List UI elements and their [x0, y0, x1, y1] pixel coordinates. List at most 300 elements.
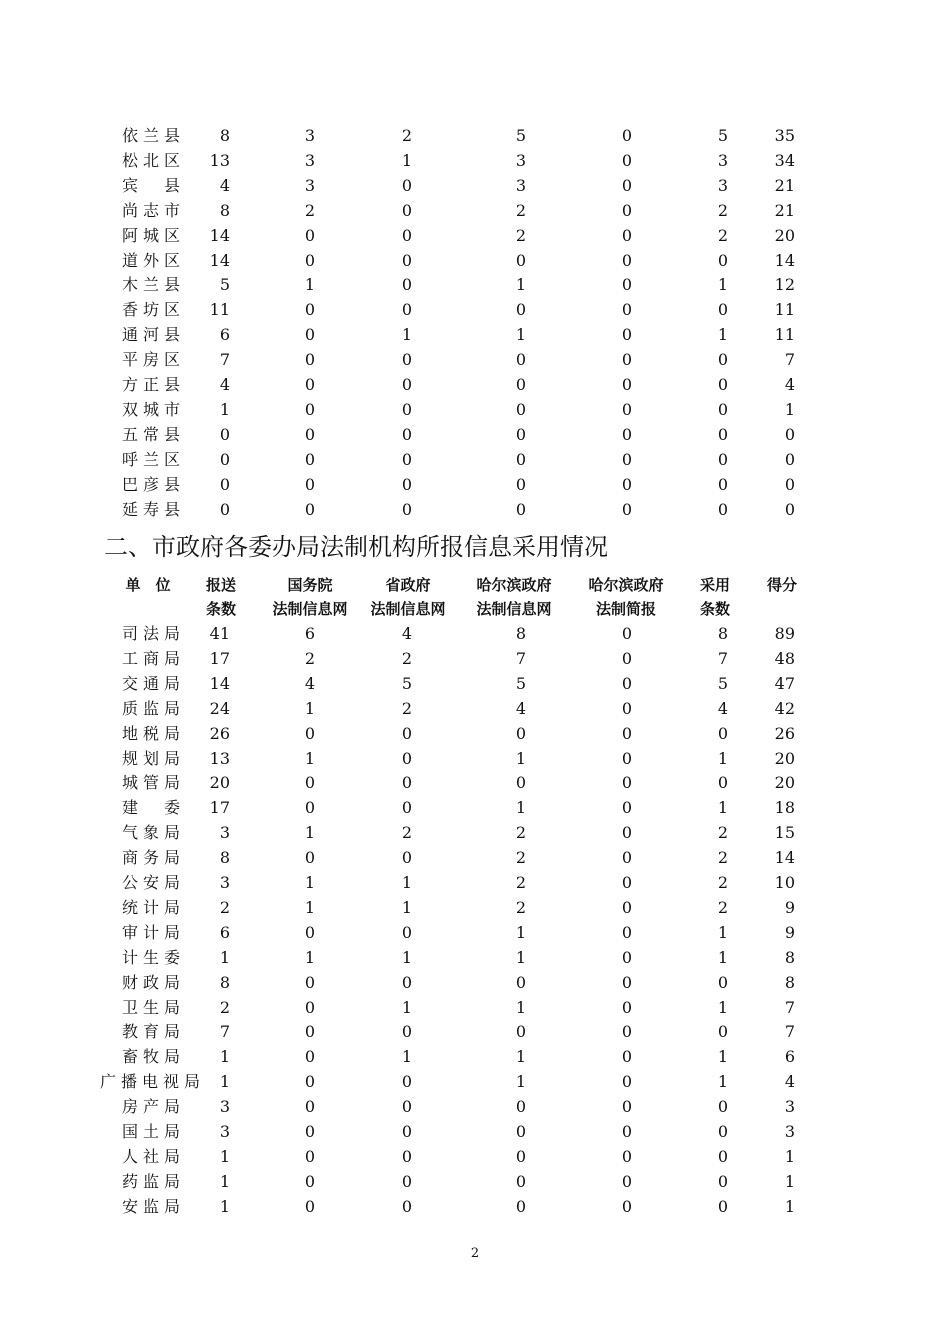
- table-cell: 26: [774, 723, 795, 743]
- table-cell: 4: [219, 375, 230, 394]
- table-cell: 1: [401, 1047, 413, 1067]
- table-cell: 10: [774, 873, 795, 892]
- unit-name: 人社局: [122, 1146, 180, 1166]
- header-harbin-line2: 法制信息网: [476, 600, 552, 618]
- unit-name: 道外区: [122, 250, 180, 270]
- unit-name: 五常县: [122, 424, 180, 444]
- table-cell: 3: [784, 1122, 795, 1141]
- unit-name: 松北区: [122, 150, 180, 170]
- table-cell: 0: [621, 1097, 633, 1117]
- header-state-council: [258, 573, 362, 621]
- table-cell: 0: [621, 873, 633, 892]
- table-cell: 0: [621, 698, 633, 718]
- table-cell: 1: [515, 748, 527, 768]
- table-cell: 8: [219, 200, 230, 220]
- table-cell: 0: [401, 1072, 413, 1092]
- table-cell: 1: [717, 798, 729, 818]
- table-cell: 1: [515, 275, 527, 295]
- table-cell: 0: [304, 375, 316, 394]
- table-row: [0, 921, 950, 945]
- table-cell: 2: [717, 200, 729, 220]
- unit-name: 教育局: [122, 1022, 180, 1042]
- table-cell: 6: [219, 922, 230, 942]
- unit-name: 平房区: [122, 350, 180, 370]
- table-cell: 6: [784, 1047, 795, 1067]
- table-cell: 0: [401, 499, 413, 519]
- unit-name: 畜牧局: [122, 1047, 180, 1067]
- table-cell: 0: [621, 375, 633, 394]
- table-cell: 13: [209, 748, 230, 768]
- table-row: [0, 224, 950, 248]
- table-cell: 89: [774, 624, 795, 643]
- table-cell: 0: [717, 399, 729, 419]
- table-cell: 0: [304, 250, 316, 270]
- table-cell: 1: [401, 897, 413, 917]
- table-cell: 0: [717, 1171, 729, 1191]
- table-cell: 7: [784, 997, 795, 1017]
- table-cell: 1: [304, 275, 316, 295]
- table-row: [0, 747, 950, 771]
- table-cell: 0: [717, 499, 729, 519]
- table-row: [0, 1045, 950, 1069]
- header-brief-line2: 法制简报: [595, 600, 656, 618]
- table-cell: 0: [304, 325, 316, 345]
- table-cell: 0: [304, 848, 316, 868]
- table-cell: 7: [784, 1022, 795, 1042]
- table-cell: 14: [774, 848, 795, 868]
- table-cell: 41: [209, 624, 230, 643]
- table-cell: 1: [515, 798, 527, 818]
- table-cell: 0: [717, 1196, 729, 1216]
- header-brief-line1: 哈尔滨政府: [588, 576, 664, 594]
- table-cell: 0: [717, 972, 729, 992]
- table-cell: 1: [401, 325, 413, 345]
- table-cell: 0: [401, 1171, 413, 1191]
- table-cell: 8: [219, 972, 230, 992]
- table-cell: 0: [515, 474, 527, 494]
- table-row: [0, 149, 950, 173]
- unit-name: 审计局: [122, 922, 180, 942]
- table-cell: 0: [621, 325, 633, 345]
- table-cell: 1: [717, 1047, 729, 1067]
- table-cell: 0: [304, 474, 316, 494]
- header-province-line1: 省政府: [385, 576, 431, 594]
- table-cell: 0: [621, 648, 633, 668]
- table-cell: 0: [784, 449, 795, 469]
- table-cell: 0: [401, 1097, 413, 1117]
- table-cell: 0: [304, 773, 316, 793]
- unit-name: 双城市: [122, 399, 180, 419]
- table-cell: 2: [717, 873, 729, 892]
- table-cell: 1: [219, 399, 230, 419]
- table-cell: 1: [304, 823, 316, 843]
- table-cell: 0: [515, 723, 527, 743]
- table-cell: 3: [515, 150, 527, 170]
- table-cell: 3: [717, 150, 729, 170]
- unit-name: 木兰县: [122, 275, 180, 295]
- header-adopted: [692, 573, 738, 621]
- table-cell: 1: [784, 1146, 795, 1166]
- table-cell: 0: [621, 1171, 633, 1191]
- table-row: [0, 896, 950, 920]
- table-cell: 1: [401, 150, 413, 170]
- table-cell: 0: [401, 300, 413, 320]
- table-cell: 3: [219, 1122, 230, 1141]
- table-cell: 9: [784, 897, 795, 917]
- table-cell: 4: [784, 375, 795, 394]
- table-cell: 0: [717, 375, 729, 394]
- table-cell: 0: [515, 350, 527, 370]
- table-cell: 0: [304, 350, 316, 370]
- table-cell: 0: [304, 1171, 316, 1191]
- table-cell: 1: [515, 325, 527, 345]
- table-cell: 4: [304, 673, 316, 693]
- unit-name: 药监局: [122, 1171, 180, 1191]
- table-cell: 0: [304, 424, 316, 444]
- table-cell: 0: [621, 723, 633, 743]
- table-cell: 3: [304, 175, 316, 195]
- header-harbin-line1: 哈尔滨政府: [476, 576, 552, 594]
- table-row: [0, 398, 950, 422]
- table-cell: 0: [401, 250, 413, 270]
- table-cell: 0: [717, 723, 729, 743]
- unit-name: 安监局: [122, 1196, 180, 1216]
- table-row: [0, 672, 950, 696]
- table-row: [0, 273, 950, 297]
- table-cell: 0: [717, 300, 729, 320]
- table-row: [0, 1145, 950, 1169]
- unit-name: 阿城区: [122, 225, 180, 245]
- unit-name: 地税局: [122, 723, 180, 743]
- table-cell: 0: [304, 300, 316, 320]
- table-row: [0, 647, 950, 671]
- table-cell: 48: [774, 648, 795, 668]
- table-cell: 0: [621, 848, 633, 868]
- table-cell: 0: [515, 449, 527, 469]
- table-cell: 5: [717, 673, 729, 693]
- table-cell: 0: [304, 1196, 316, 1216]
- table-row: [0, 174, 950, 198]
- table-cell: 1: [717, 1072, 729, 1092]
- table-cell: 0: [621, 150, 633, 170]
- table-cell: 0: [304, 972, 316, 992]
- unit-name: 统计局: [122, 897, 180, 917]
- table-row: [0, 448, 950, 472]
- table-row: [0, 871, 950, 895]
- unit-name: 财政局: [122, 972, 180, 992]
- table-cell: 5: [515, 126, 527, 145]
- table-cell: 20: [774, 748, 795, 768]
- table-cell: 0: [717, 1146, 729, 1166]
- table-cell: 0: [621, 499, 633, 519]
- table-cell: 0: [304, 1072, 316, 1092]
- table-cell: 0: [401, 748, 413, 768]
- table-cell: 1: [219, 947, 230, 967]
- unit-name: 交通局: [122, 673, 180, 693]
- table-cell: 2: [304, 648, 316, 668]
- table-row: [0, 1120, 950, 1144]
- table-row: [0, 298, 950, 322]
- table-cell: 11: [209, 300, 230, 320]
- table-cell: 3: [219, 823, 230, 843]
- table-cell: 6: [304, 624, 316, 643]
- table-cell: 1: [717, 947, 729, 967]
- table-cell: 0: [621, 474, 633, 494]
- table-cell: 0: [515, 250, 527, 270]
- table-cell: 1: [717, 325, 729, 345]
- table-cell: 1: [304, 873, 316, 892]
- table-cell: 7: [219, 350, 230, 370]
- table-cell: 7: [219, 1022, 230, 1042]
- table-cell: 0: [401, 1196, 413, 1216]
- table-cell: 0: [304, 1097, 316, 1117]
- table-cell: 0: [304, 997, 316, 1017]
- table-cell: 1: [515, 1072, 527, 1092]
- table-cell: 0: [304, 1047, 316, 1067]
- table-row: [0, 249, 950, 273]
- table-cell: 0: [717, 250, 729, 270]
- table-cell: 1: [401, 873, 413, 892]
- table-cell: 0: [219, 474, 230, 494]
- table-cell: 0: [621, 773, 633, 793]
- table-cell: 0: [621, 350, 633, 370]
- table-cell: 2: [515, 225, 527, 245]
- table-cell: 1: [717, 997, 729, 1017]
- table-cell: 2: [515, 897, 527, 917]
- table-cell: 4: [784, 1072, 795, 1092]
- section2-title: 二、市政府各委办局法制机构所报信息采用情况: [104, 533, 608, 561]
- table-cell: 8: [219, 848, 230, 868]
- table-row: [0, 473, 950, 497]
- table-cell: 0: [401, 723, 413, 743]
- unit-name: 城管局: [122, 773, 180, 793]
- unit-name: 商务局: [122, 848, 180, 868]
- table-cell: 0: [621, 225, 633, 245]
- table-cell: 0: [717, 449, 729, 469]
- table-cell: 0: [401, 175, 413, 195]
- table-cell: 2: [717, 823, 729, 843]
- table-row: [0, 348, 950, 372]
- table-cell: 0: [401, 1122, 413, 1141]
- table-cell: 0: [717, 350, 729, 370]
- header-reported-line2: 条数: [205, 600, 236, 618]
- table-cell: 3: [784, 1097, 795, 1117]
- table-cell: 3: [717, 175, 729, 195]
- table-cell: 0: [219, 499, 230, 519]
- table-cell: 0: [304, 1122, 316, 1141]
- table-cell: 0: [621, 1196, 633, 1216]
- unit-name: 公安局: [122, 873, 180, 892]
- table-cell: 0: [401, 225, 413, 245]
- table-cell: 0: [401, 848, 413, 868]
- table-cell: 0: [515, 499, 527, 519]
- table-cell: 3: [219, 1097, 230, 1117]
- table-cell: 1: [515, 997, 527, 1017]
- table-row: [0, 1195, 950, 1219]
- table-row: [0, 423, 950, 447]
- unit-name: 尚志市: [122, 200, 180, 220]
- table-cell: 0: [621, 624, 633, 643]
- table-cell: 1: [219, 1171, 230, 1191]
- header-state-line2: 法制信息网: [272, 600, 348, 618]
- table-cell: 6: [219, 325, 230, 345]
- unit-name: 规划局: [122, 748, 180, 768]
- table-row: [0, 846, 950, 870]
- header-adopted-line2: 条数: [699, 600, 730, 618]
- table-cell: 5: [717, 126, 729, 145]
- table-cell: 0: [717, 1022, 729, 1042]
- table-cell: 0: [717, 1097, 729, 1117]
- table-row: [0, 323, 950, 347]
- table-cell: 0: [717, 773, 729, 793]
- table-cell: 20: [209, 773, 230, 793]
- table-cell: 2: [401, 823, 413, 843]
- table-cell: 3: [304, 126, 316, 145]
- table-cell: 4: [401, 624, 413, 643]
- table-cell: 8: [784, 972, 795, 992]
- header-reported: [196, 573, 246, 621]
- table-cell: 7: [717, 648, 729, 668]
- table-cell: 17: [209, 648, 230, 668]
- table-cell: 2: [219, 897, 230, 917]
- table-cell: 3: [515, 175, 527, 195]
- table-cell: 0: [621, 126, 633, 145]
- table-cell: 5: [219, 275, 230, 295]
- table-cell: 0: [515, 300, 527, 320]
- unit-name: 工商局: [122, 648, 180, 668]
- unit-name: 司法局: [122, 624, 180, 643]
- table-cell: 0: [621, 947, 633, 967]
- table-cell: 2: [515, 848, 527, 868]
- table-cell: 0: [515, 1022, 527, 1042]
- table-cell: 0: [784, 424, 795, 444]
- table-cell: 0: [621, 823, 633, 843]
- table-cell: 15: [774, 823, 795, 843]
- table-cell: 0: [621, 424, 633, 444]
- unit-name: 呼兰区: [122, 449, 180, 469]
- table-row: [0, 1095, 950, 1119]
- unit-name: 计生委: [122, 947, 180, 967]
- unit-name: 气象局: [122, 823, 180, 843]
- table-cell: 0: [717, 1122, 729, 1141]
- unit-name: 方正县: [122, 375, 180, 394]
- table-cell: 24: [209, 698, 230, 718]
- table-cell: 2: [401, 698, 413, 718]
- table-cell: 1: [515, 922, 527, 942]
- table-cell: 2: [717, 848, 729, 868]
- table-row: [0, 1020, 950, 1044]
- table-cell: 14: [209, 225, 230, 245]
- table-cell: 0: [621, 449, 633, 469]
- table-cell: 0: [515, 375, 527, 394]
- table-cell: 0: [621, 300, 633, 320]
- table-cell: 1: [304, 698, 316, 718]
- table-cell: 2: [219, 997, 230, 1017]
- unit-name: 香坊区: [122, 300, 180, 320]
- table-cell: 26: [209, 723, 230, 743]
- table-cell: 0: [304, 225, 316, 245]
- table-cell: 0: [515, 1097, 527, 1117]
- table-cell: 0: [621, 1122, 633, 1141]
- table-cell: 2: [515, 823, 527, 843]
- table-cell: 14: [774, 250, 795, 270]
- table-cell: 0: [401, 773, 413, 793]
- table-cell: 0: [515, 972, 527, 992]
- table-row: [0, 199, 950, 223]
- table-cell: 5: [515, 673, 527, 693]
- table-cell: 0: [401, 798, 413, 818]
- table-cell: 0: [621, 1072, 633, 1092]
- table-cell: 4: [219, 175, 230, 195]
- unit-name: 巴彦县: [122, 474, 180, 494]
- table-cell: 20: [774, 773, 795, 793]
- table-cell: 2: [304, 200, 316, 220]
- table-cell: 21: [774, 175, 795, 195]
- header-reported-line1: 报送: [205, 576, 236, 594]
- unit-name: 依兰县: [122, 126, 180, 145]
- table-row: [0, 821, 950, 845]
- table-cell: 5: [401, 673, 413, 693]
- table-row: [0, 971, 950, 995]
- table-cell: 0: [784, 499, 795, 519]
- table-cell: 8: [717, 624, 729, 643]
- unit-name: 宾 县: [122, 175, 180, 195]
- table-cell: 1: [219, 1047, 230, 1067]
- unit-name: 卫生局: [122, 997, 180, 1017]
- table-cell: 0: [401, 1146, 413, 1166]
- table-cell: 0: [621, 175, 633, 195]
- table-cell: 0: [401, 972, 413, 992]
- table-cell: 7: [784, 350, 795, 370]
- table-cell: 35: [774, 126, 795, 145]
- table-cell: 0: [515, 424, 527, 444]
- table-cell: 9: [784, 922, 795, 942]
- table-cell: 2: [515, 873, 527, 892]
- table-cell: 14: [209, 673, 230, 693]
- table-row: [0, 124, 950, 148]
- table-cell: 1: [304, 748, 316, 768]
- table-row: [0, 373, 950, 397]
- table-cell: 7: [515, 648, 527, 668]
- table-cell: 0: [401, 200, 413, 220]
- table-row: [0, 946, 950, 970]
- table-cell: 1: [717, 922, 729, 942]
- table-cell: 0: [621, 972, 633, 992]
- table-cell: 1: [304, 947, 316, 967]
- table-cell: 11: [774, 300, 795, 320]
- table-cell: 0: [401, 275, 413, 295]
- unit-name: 广播电视局: [100, 1072, 200, 1092]
- table-cell: 0: [401, 449, 413, 469]
- table-cell: 1: [219, 1072, 230, 1092]
- header-adopted-line1: 采用: [699, 576, 730, 594]
- table-cell: 42: [774, 698, 795, 718]
- table-cell: 1: [515, 947, 527, 967]
- table-cell: 8: [784, 947, 795, 967]
- table-cell: 0: [401, 922, 413, 942]
- table-row: [0, 622, 950, 646]
- table-cell: 1: [401, 997, 413, 1017]
- table-cell: 17: [209, 798, 230, 818]
- table-cell: 12: [774, 275, 795, 295]
- unit-name: 延寿县: [122, 499, 180, 519]
- unit-name: 国土局: [122, 1122, 180, 1141]
- table-cell: 0: [219, 449, 230, 469]
- table-cell: 1: [401, 947, 413, 967]
- table-cell: 4: [515, 698, 527, 718]
- table-cell: 0: [621, 922, 633, 942]
- table-cell: 1: [784, 1196, 795, 1216]
